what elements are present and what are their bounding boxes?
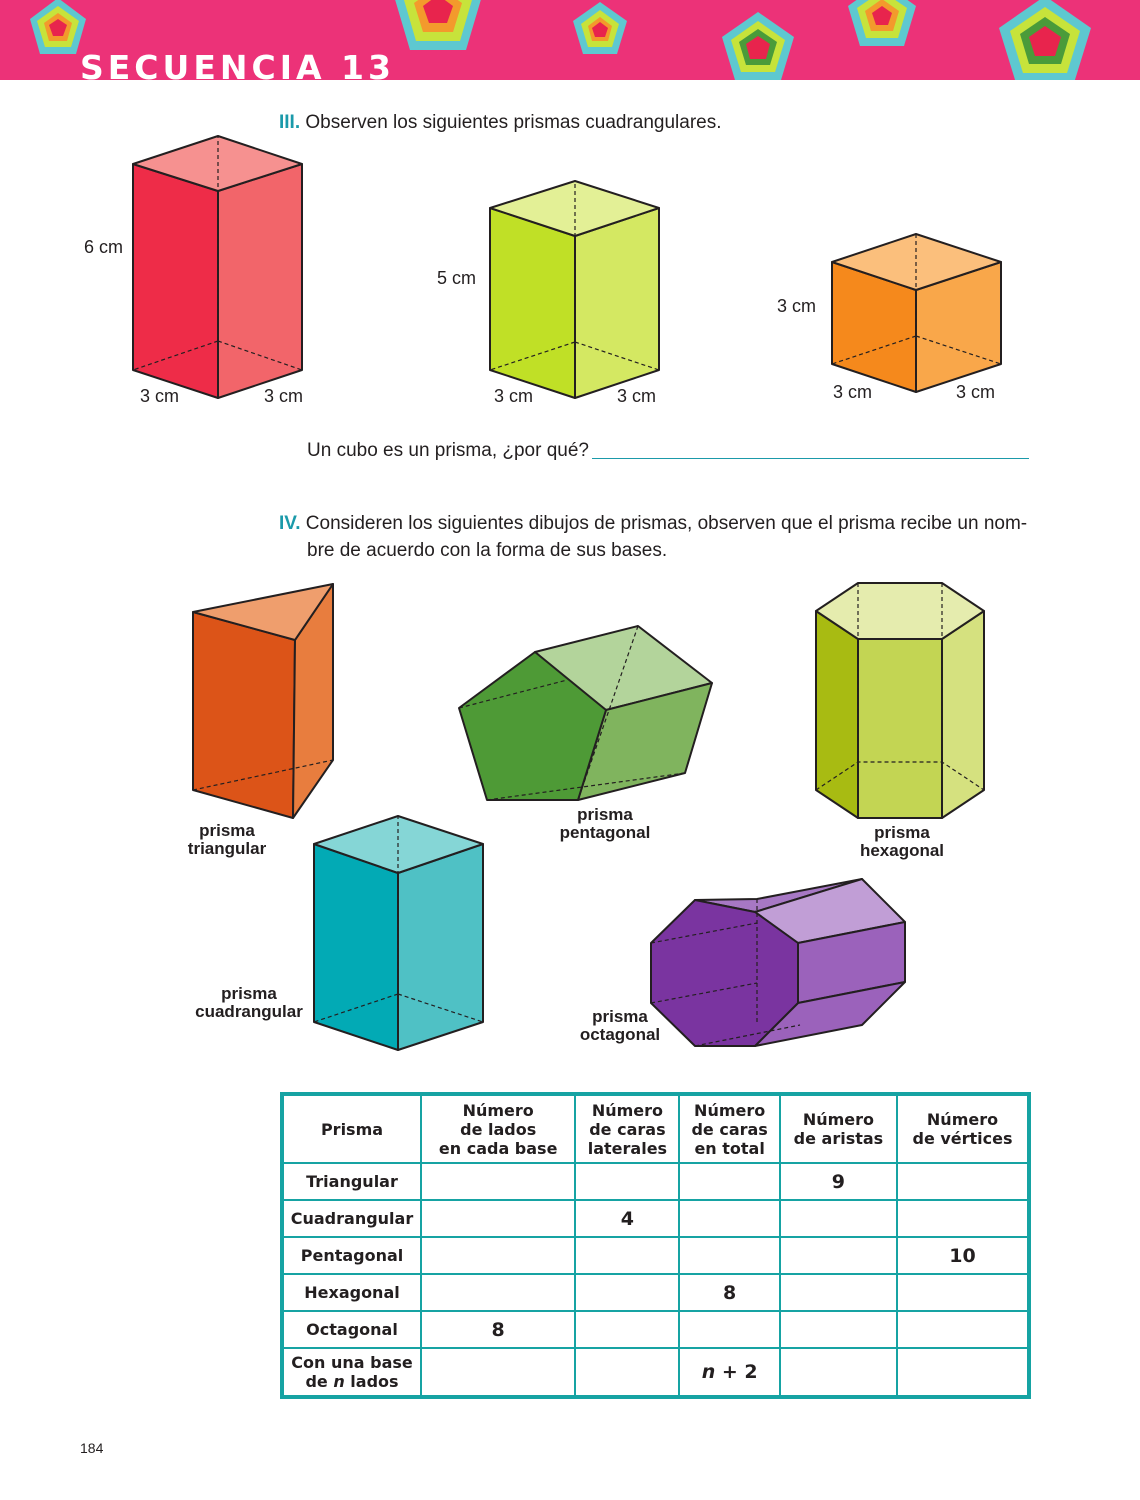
prism-properties-table bbox=[280, 1092, 1031, 1399]
cell-total-faces[interactable] bbox=[679, 1200, 779, 1237]
pentagon-decoration bbox=[30, 0, 86, 54]
header-sides-per-base: Número de lados en cada base bbox=[421, 1094, 575, 1163]
cell-sides[interactable] bbox=[421, 1200, 575, 1237]
table-row-hexagonal bbox=[282, 1274, 1029, 1311]
row-label: Pentagonal bbox=[282, 1237, 421, 1274]
prism-2-base-left-label: 3 cm bbox=[494, 386, 534, 406]
row-label: Cuadrangular bbox=[282, 1200, 421, 1237]
prism-3-base-left-label: 3 cm bbox=[833, 382, 873, 402]
cell-edges[interactable] bbox=[780, 1311, 897, 1348]
triangular-prism-label-line-2: triangular bbox=[187, 839, 267, 858]
cell-vertices[interactable] bbox=[897, 1311, 1029, 1348]
prism-3-base-right-label: 3 cm bbox=[956, 382, 996, 402]
row-label: Triangular bbox=[282, 1163, 421, 1200]
pentagonal-prism bbox=[459, 626, 712, 800]
cell-sides[interactable] bbox=[421, 1274, 575, 1311]
cell-edges[interactable] bbox=[780, 1348, 897, 1397]
octagonal-prism-label-line-1: prisma bbox=[592, 1007, 648, 1026]
table-row-triangular bbox=[282, 1163, 1029, 1200]
cell-edges[interactable] bbox=[780, 1237, 897, 1274]
table-row-n-sides bbox=[282, 1348, 1029, 1397]
row-label: Hexagonal bbox=[282, 1274, 421, 1311]
cell-sides: 8 bbox=[421, 1311, 575, 1348]
pentagon-decoration bbox=[999, 0, 1091, 80]
pentagon-decoration bbox=[722, 12, 794, 80]
table-row-quadrangular bbox=[282, 1200, 1029, 1237]
header-edges: Número de aristas bbox=[780, 1094, 897, 1163]
header-banner bbox=[0, 0, 1140, 80]
hexagonal-prism bbox=[816, 583, 984, 818]
section-4-instruction bbox=[279, 510, 1039, 564]
cube-question: Un cubo es un prisma, ¿por qué? bbox=[307, 440, 589, 461]
header-vertices: Número de vértices bbox=[897, 1094, 1029, 1163]
named-prisms-figure bbox=[0, 560, 1140, 1060]
row-label: Octagonal bbox=[282, 1311, 421, 1348]
cell-total-faces[interactable] bbox=[679, 1237, 779, 1274]
cell-sides[interactable] bbox=[421, 1163, 575, 1200]
triangular-prism-label-line-1: prisma bbox=[199, 821, 255, 840]
cell-vertices[interactable] bbox=[897, 1200, 1029, 1237]
prism-1-height-label: 6 cm bbox=[84, 237, 124, 257]
cell-vertices: 10 bbox=[897, 1237, 1029, 1274]
table-row-octagonal bbox=[282, 1311, 1029, 1348]
octagonal-prism bbox=[651, 879, 905, 1046]
row-label: Con una base de n lados bbox=[282, 1348, 421, 1397]
pentagonal-prism-label-line-2: pentagonal bbox=[559, 823, 651, 842]
prism-2-height-label: 5 cm bbox=[437, 268, 477, 288]
quadrangular-prisms-figure bbox=[0, 120, 1140, 420]
quadrangular-prism-label-line-2: cuadrangular bbox=[195, 1002, 303, 1021]
pentagon-decoration bbox=[848, 0, 916, 46]
cell-total-faces[interactable] bbox=[679, 1311, 779, 1348]
quadrangular-prism-label-line-1: prisma bbox=[221, 984, 277, 1003]
prism-2-base-right-label: 3 cm bbox=[617, 386, 657, 406]
cell-lateral-faces[interactable] bbox=[575, 1274, 679, 1311]
triangular-prism bbox=[193, 584, 333, 818]
table-header-row bbox=[282, 1094, 1029, 1163]
cell-sides[interactable] bbox=[421, 1348, 575, 1397]
cell-edges: 9 bbox=[780, 1163, 897, 1200]
cell-sides[interactable] bbox=[421, 1237, 575, 1274]
header-total-faces: Número de caras en total bbox=[679, 1094, 779, 1163]
cell-edges[interactable] bbox=[780, 1274, 897, 1311]
header-lateral-faces: Número de caras laterales bbox=[575, 1094, 679, 1163]
sequence-title: SECUENCIA 13 bbox=[80, 48, 395, 80]
cell-edges[interactable] bbox=[780, 1200, 897, 1237]
section-3-label: III. bbox=[279, 112, 301, 133]
cell-lateral-faces[interactable] bbox=[575, 1237, 679, 1274]
prism-5cm bbox=[490, 181, 659, 398]
pentagon-decoration bbox=[394, 0, 482, 50]
section-4-text-line-1: Consideren los siguientes dibujos de prismas, observen que el prisma recibe un nom- bbox=[305, 513, 1028, 534]
cell-vertices[interactable] bbox=[897, 1348, 1029, 1397]
cell-lateral-faces: 4 bbox=[575, 1200, 679, 1237]
answer-line[interactable] bbox=[592, 458, 1029, 459]
prism-3-height-label: 3 cm bbox=[777, 296, 817, 316]
cell-total-faces: 8 bbox=[679, 1274, 779, 1311]
cell-total-faces[interactable] bbox=[679, 1163, 779, 1200]
prism-1-base-left-label: 3 cm bbox=[140, 386, 180, 406]
octagonal-prism-label-line-2: octagonal bbox=[579, 1025, 661, 1044]
cell-vertices[interactable] bbox=[897, 1163, 1029, 1200]
header-prism: Prisma bbox=[282, 1094, 421, 1163]
prism-1-base-right-label: 3 cm bbox=[264, 386, 304, 406]
cell-lateral-faces[interactable] bbox=[575, 1163, 679, 1200]
pentagon-decoration bbox=[573, 2, 627, 54]
quadrangular-prism bbox=[314, 816, 483, 1050]
cell-vertices[interactable] bbox=[897, 1274, 1029, 1311]
table-row-pentagonal bbox=[282, 1237, 1029, 1274]
cell-lateral-faces[interactable] bbox=[575, 1348, 679, 1397]
section-4-text-line-2: bre de acuerdo con la forma de sus bases. bbox=[307, 540, 668, 561]
prism-3cm-cube bbox=[832, 234, 1001, 392]
section-4-label: IV. bbox=[279, 513, 301, 534]
hexagonal-prism-label-line-1: prisma bbox=[874, 823, 930, 842]
prism-6cm bbox=[133, 136, 302, 398]
pentagonal-prism-label-line-1: prisma bbox=[577, 805, 633, 824]
hexagonal-prism-label-line-2: hexagonal bbox=[859, 841, 945, 860]
section-3-text: Observen los siguientes prismas cuadrangulares. bbox=[305, 112, 722, 133]
cell-total-faces: n + 2 bbox=[679, 1348, 779, 1397]
page-number: 184 bbox=[80, 1440, 104, 1456]
cell-lateral-faces[interactable] bbox=[575, 1311, 679, 1348]
